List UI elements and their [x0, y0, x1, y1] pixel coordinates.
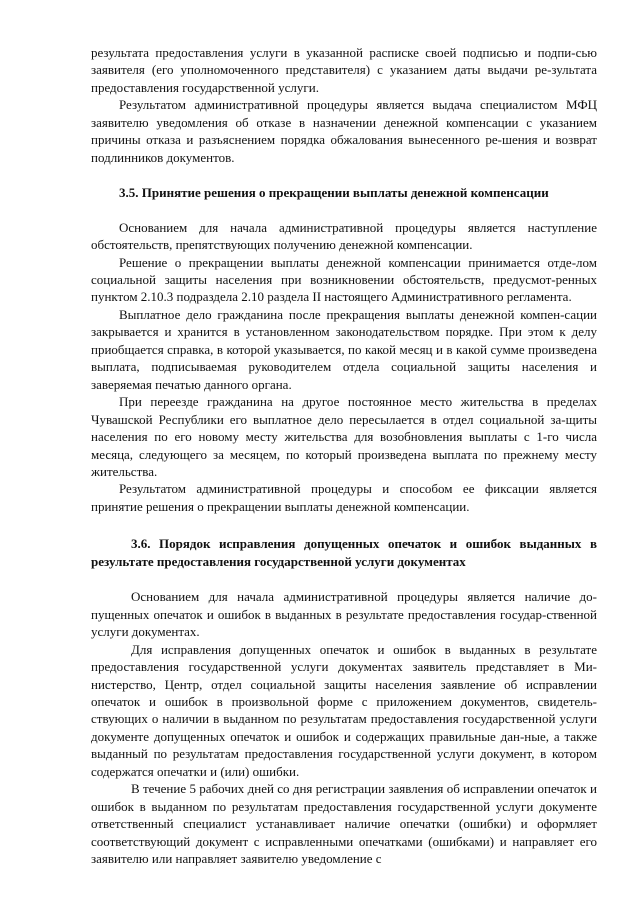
- paragraph-3-6-basis: Основанием для начала административной процедуры является наличие до-пущенных опечаток и ошибок в выданных в результате предоставления государ-ственной услуги документах.: [91, 589, 597, 640]
- paragraph-3-5-basis: Основанием для начала административной процедуры является наступление обстоятельств, препятствующих получению денежной компенсации.: [91, 219, 597, 253]
- document-page: [91, 44, 597, 867]
- paragraph-3-5-case-file: Выплатное дело гражданина после прекращения выплаты денежной компен-сации закрывается и хранится в установленном законодательством порядке. При этом к делу приобщается справка, в которой указывается, по какой месяц и в какой сумме произведена выплата, подписываемая руководителем отдела социальной защиты населения и заверяемая печатью данного органа.: [91, 306, 597, 392]
- paragraph-3-5-decision: Решение о прекращении выплаты денежной компенсации принимается отде-лом социальной защиты населения при возникновении обстоятельств, предусмот-ренных пунктом 2.10.3 подраздела 2.10 раздела II настоящего Административного регламента.: [91, 254, 597, 305]
- paragraph-3-6-correction-request: Для исправления допущенных опечаток и ошибок в выданных в результате предоставления государственной услуги документах заявитель представляет в Ми-нистерство, Центр, отдел социальной защиты населения заявление об исправлении опечаток и ошибок в произвольной форме с приложением документов, свидетель-ствующих о наличии в выданном по результатам предоставления государственной услуги документе допущенных опечаток и ошибок и содержащих правильные дан-ные, а также выданный по результатам предоставления государственной услуги документ, в котором содержатся опечатки и (или) ошибки.: [91, 641, 597, 779]
- paragraph-result-refusal: Результатом административной процедуры является выдача специалистом МФЦ заявителю уведомления об отказе в назначении денежной компенсации с указанием причины отказа и разъяснением порядка обжалования вынесенного ре-шения и возврат подлинников документов.: [91, 97, 597, 165]
- section-heading-3-6: 3.6. Порядок исправления допущенных опечаток и ошибок выданных в результате предоставления государственной услуги документах: [91, 536, 597, 569]
- paragraph-3-5-relocation: При переезде гражданина на другое постоянное место жительства в пределах Чувашской Республики его выплатное дело пересылается в отдел социальной за-щиты населения по его новому месту жительства для возобновления выплаты с 1-го числа месяца, следующего за месяцем, по который произведена выплата по прежнему месту жительства.: [91, 394, 597, 479]
- paragraph-3-6-five-days: В течение 5 рабочих дней со дня регистрации заявления об исправлении опечаток и ошибок в выданном по результатам предоставления государственной услуги документе ответственный специалист устанавливает наличие опечатки (ошибки) и оформляет соответствующий документ с исправленными опечатками (ошибками) и направляет его заявителю или направляет заявителю уведомление с: [91, 781, 597, 867]
- paragraph-3-5-result: Результатом административной процедуры и способом ее фиксации является принятие решения о прекращении выплаты денежной компенсации.: [91, 481, 597, 514]
- paragraph-continuation: результата предоставления услуги в указанной расписке своей подписью и подпи-сью заявителя (его уполномоченного представителя) с указанием даты выдачи ре-зультата предоставления государственной услуги.: [91, 45, 597, 95]
- section-heading-3-5: 3.5. Принятие решения о прекращении выплаты денежной компенсации: [119, 185, 549, 201]
